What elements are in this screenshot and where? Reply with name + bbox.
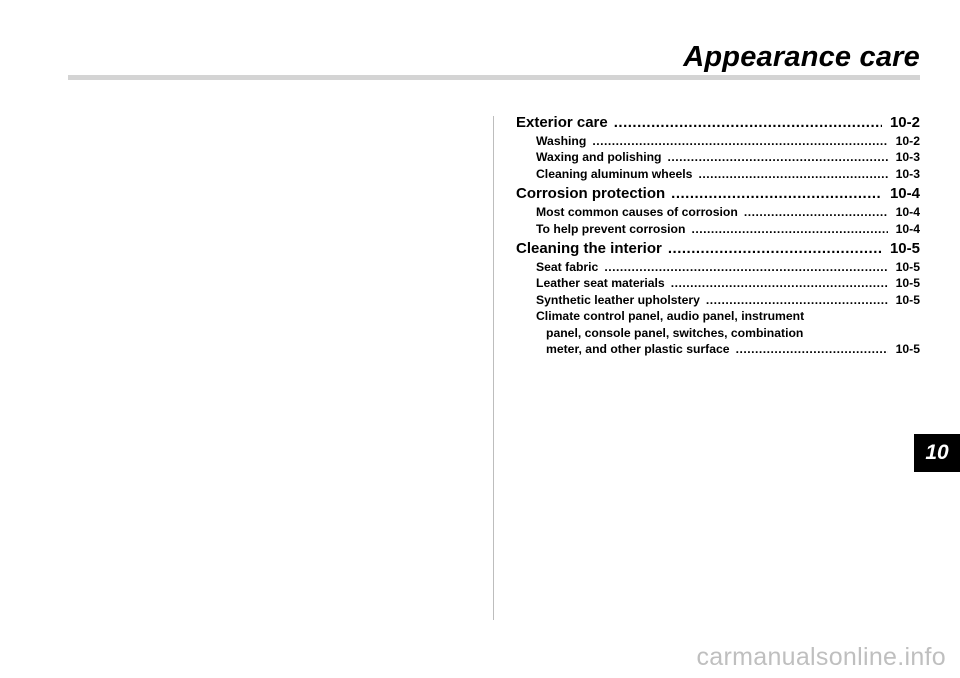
toc-section-cleaning-the-interior: [516, 239, 920, 357]
toc-entry-page: 10-4: [889, 185, 920, 203]
toc-section-exterior-care: [516, 113, 920, 182]
column-divider: [493, 116, 494, 620]
toc-entry-page: 10-3: [895, 150, 920, 165]
dot-leader: [691, 221, 887, 237]
toc-entry-page: 10-5: [889, 240, 920, 258]
dot-leader: [667, 149, 887, 165]
toc-entry-label: Washing: [536, 134, 587, 148]
title-rule: [68, 75, 920, 80]
toc-entry-page: 10-2: [895, 134, 920, 148]
dot-leader: [671, 184, 882, 204]
dot-leader: [614, 113, 882, 133]
toc-entry-plastic-surfaces[interactable]: [516, 308, 920, 357]
toc-entry-page: 10-5: [895, 276, 920, 291]
toc-entry-label-line-2: panel, console panel, switches, combination: [546, 325, 804, 340]
chapter-number: 10: [925, 441, 949, 464]
toc-entry-label: Synthetic leather upholstery: [536, 292, 700, 307]
chapter-tab[interactable]: [914, 434, 960, 472]
toc-entry-page: 10-3: [895, 166, 920, 181]
toc-entry-last-line: [536, 341, 920, 357]
toc-entry-corrosion-protection[interactable]: [516, 184, 920, 204]
toc-entry-page: 10-5: [895, 342, 920, 357]
toc-entry-label: Waxing and polishing: [536, 150, 662, 165]
toc-entry-label: To help prevent corrosion: [536, 221, 686, 236]
dot-leader: [592, 133, 887, 149]
dot-leader: [706, 292, 888, 308]
dot-leader: [744, 204, 888, 220]
toc-entry-washing[interactable]: [516, 133, 920, 149]
toc-entry-label: Cleaning the interior: [516, 240, 662, 258]
toc-entry-seat-fabric[interactable]: [516, 259, 920, 275]
dot-leader: [668, 239, 882, 259]
toc-entry-leather-seat-materials[interactable]: [516, 275, 920, 291]
toc-entry-label-line-3: meter, and other plastic surface: [546, 342, 730, 357]
toc-entry-page: 10-4: [895, 221, 920, 236]
toc-entry-cleaning-the-interior[interactable]: [516, 239, 920, 259]
table-of-contents: [516, 111, 920, 357]
toc-entry-exterior-care[interactable]: [516, 113, 920, 133]
dot-leader: [698, 166, 887, 182]
toc-entry-page: 10-5: [895, 260, 920, 275]
toc-entry-label: Corrosion protection: [516, 185, 666, 203]
dot-leader: [736, 341, 888, 357]
toc-entry-causes-of-corrosion[interactable]: [516, 204, 920, 220]
toc-section-corrosion-protection: [516, 184, 920, 237]
toc-entry-page: 10-4: [895, 205, 920, 220]
watermark: carmanualsonline.info: [696, 643, 946, 671]
toc-entry-label: Most common causes of corrosion: [536, 205, 738, 220]
toc-entry-label: Seat fabric: [536, 260, 599, 275]
toc-entry-label: Exterior care: [516, 114, 608, 131]
toc-entry-waxing-and-polishing[interactable]: [516, 149, 920, 165]
toc-entry-page: 10-2: [889, 114, 920, 131]
toc-entry-label: Leather seat materials: [536, 276, 665, 291]
toc-entry-prevent-corrosion[interactable]: [516, 221, 920, 237]
toc-entry-synthetic-leather-upholstery[interactable]: [516, 292, 920, 308]
toc-entry-label-line-1: Climate control panel, audio panel, instrument: [536, 309, 805, 324]
dot-leader: [604, 259, 887, 275]
toc-entry-page: 10-5: [895, 292, 920, 307]
toc-entry-label: Cleaning aluminum wheels: [536, 166, 693, 181]
page-title: Appearance care: [683, 41, 920, 73]
toc-entry-cleaning-aluminum-wheels[interactable]: [516, 166, 920, 182]
dot-leader: [671, 275, 888, 291]
